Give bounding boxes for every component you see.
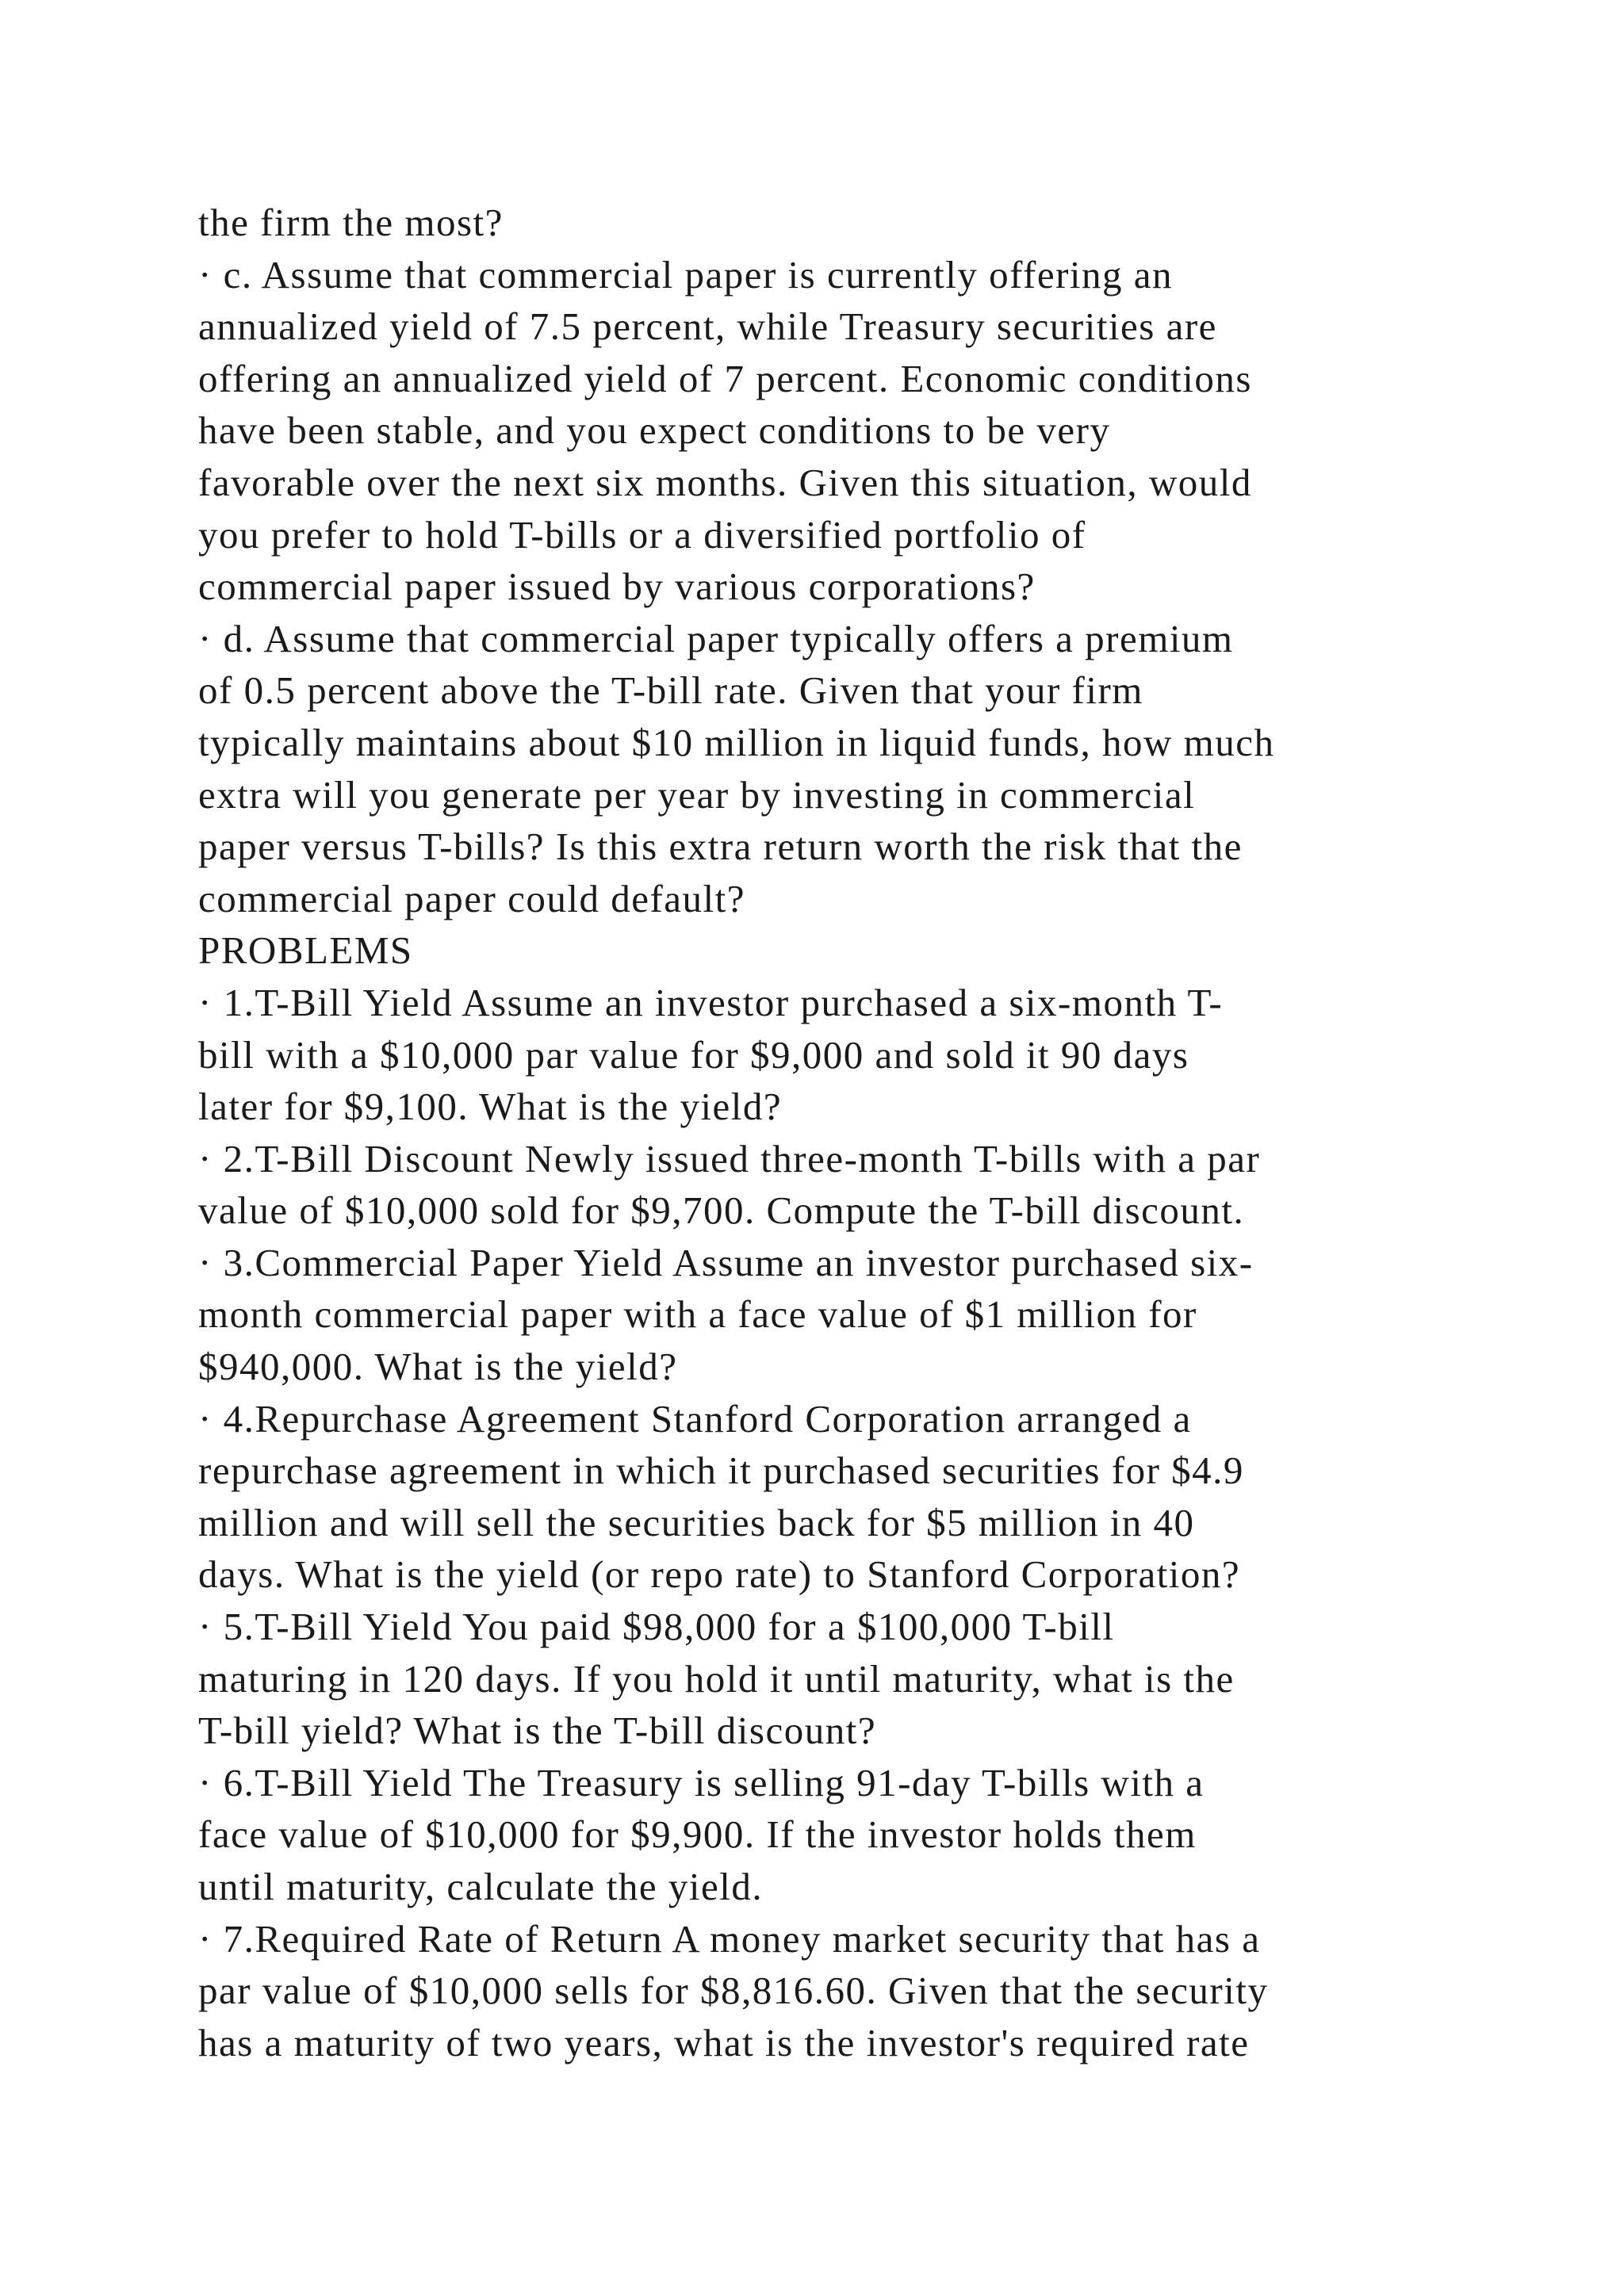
text-line: maturing in 120 days. If you hold it until maturity, what is the bbox=[198, 1656, 1235, 1701]
text-line: favorable over the next six months. Given this situation, would bbox=[198, 460, 1252, 504]
text-line: extra will you generate per year by investing in commercial bbox=[198, 772, 1196, 817]
text-line: commercial paper could default? bbox=[198, 876, 745, 920]
text-line: later for $9,100. What is the yield? bbox=[198, 1085, 783, 1129]
text-line: · 4.Repurchase Agreement Stanford Corporation arranged a bbox=[198, 1396, 1192, 1441]
section-heading-problems: PROBLEMS bbox=[198, 928, 413, 973]
text-line: · 1.T-Bill Yield Assume an investor purchased a six-month T- bbox=[198, 980, 1224, 1024]
text-line: paper versus T-bills? Is this extra return worth the risk that the bbox=[198, 825, 1243, 869]
text-line: par value of $10,000 sells for $8,816.60. Given that the security bbox=[198, 1969, 1269, 2013]
text-line: until maturity, calculate the yield. bbox=[198, 1865, 764, 1908]
text-line: commercial paper issued by various corporations? bbox=[198, 564, 1036, 609]
text-line: · 7.Required Rate of Return A money market security that has a bbox=[198, 1916, 1261, 1961]
text-line: · 2.T-Bill Discount Newly issued three-month T-bills with a par bbox=[198, 1136, 1261, 1181]
text-line: value of $10,000 sold for $9,700. Compute the T-bill discount. bbox=[198, 1188, 1245, 1233]
text-line: · 6.T-Bill Yield The Treasury is selling 91-day T-bills with a bbox=[198, 1760, 1205, 1804]
text-line: the firm the most? bbox=[198, 201, 504, 244]
text-line: have been stable, and you expect conditions to be very bbox=[198, 408, 1111, 453]
text-line: offering an annualized yield of 7 percent. Economic conditions bbox=[198, 356, 1252, 400]
text-line: has a maturity of two years, what is the investor's required rate bbox=[198, 2020, 1250, 2064]
text-line: of 0.5 percent above the T-bill rate. Given that your firm bbox=[198, 668, 1143, 713]
text-line: face value of $10,000 for $9,900. If the investor holds them bbox=[198, 1812, 1197, 1857]
text-line: · 5.T-Bill Yield You paid $98,000 for a $100,000 T-bill bbox=[198, 1605, 1115, 1649]
text-line: bill with a $10,000 par value for $9,000 and sold it 90 days bbox=[198, 1032, 1189, 1077]
text-line: · d. Assume that commercial paper typically offers a premium bbox=[198, 616, 1234, 660]
text-line: · c. Assume that commercial paper is currently offering an bbox=[198, 252, 1174, 297]
document-text bbox=[198, 197, 1499, 2068]
text-line: you prefer to hold T-bills or a diversified portfolio of bbox=[198, 512, 1086, 557]
text-line: month commercial paper with a face value of $1 million for bbox=[198, 1292, 1197, 1337]
text-line: T-bill yield? What is the T-bill discount? bbox=[198, 1709, 877, 1753]
text-line: $940,000. What is the yield? bbox=[198, 1345, 678, 1389]
text-line: repurchase agreement in which it purchased securities for $4.9 bbox=[198, 1448, 1244, 1493]
text-line: million and will sell the securities back for $5 million in 40 bbox=[198, 1500, 1195, 1544]
text-line: annualized yield of 7.5 percent, while Treasury securities are bbox=[198, 304, 1217, 349]
text-line: typically maintains about $10 million in liquid funds, how much bbox=[198, 720, 1275, 764]
text-line: days. What is the yield (or repo rate) to Stanford Corporation? bbox=[198, 1552, 1241, 1597]
text-line: · 3.Commercial Paper Yield Assume an investor purchased six- bbox=[198, 1240, 1254, 1284]
